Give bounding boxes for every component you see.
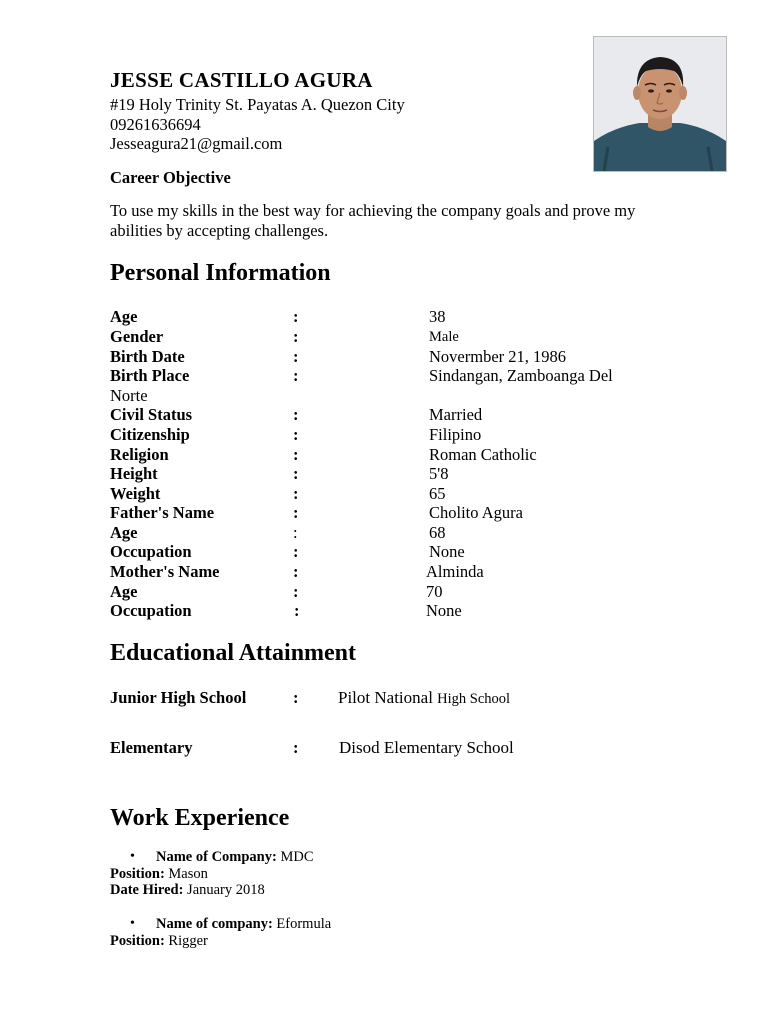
info-separator: : — [293, 347, 299, 366]
info-separator: : — [293, 425, 299, 444]
info-separator: : — [293, 484, 299, 503]
info-label: Occupation — [110, 542, 192, 561]
info-separator: : — [293, 464, 299, 483]
info-separator: : — [294, 601, 300, 620]
info-value: None — [429, 542, 465, 561]
bullet-icon: • — [130, 849, 135, 864]
work-position-line: Position: Mason — [110, 866, 208, 882]
info-row-civil-status — [110, 405, 670, 425]
info-label: Father's Name — [110, 503, 215, 522]
info-value: Male — [429, 329, 459, 345]
info-label: Height — [110, 464, 158, 483]
info-row-height — [110, 464, 670, 484]
info-row-father-age — [110, 523, 670, 543]
info-value: None — [426, 601, 462, 620]
info-separator: : — [293, 327, 299, 346]
info-row-gender — [110, 327, 670, 347]
info-label: Birth Place — [110, 366, 190, 385]
info-row-fathers-name — [110, 503, 670, 523]
info-value: 38 — [429, 307, 446, 326]
info-label: Occupation — [110, 601, 192, 620]
info-value: Alminda — [426, 562, 484, 581]
personal-info-heading: Personal Information — [110, 260, 331, 286]
info-value: 68 — [429, 523, 446, 542]
work-company-line: Name of company: Eformula — [156, 916, 332, 932]
info-value: Married — [429, 405, 483, 424]
info-row-birth-date — [110, 347, 670, 367]
info-value: 65 — [429, 484, 446, 503]
info-label: Age — [110, 582, 138, 601]
info-value: Novermber 21, 1986 — [429, 347, 567, 366]
info-separator: : — [293, 307, 299, 326]
info-separator: : — [293, 523, 298, 542]
info-label: Birth Date — [110, 347, 185, 366]
education-label: Junior High School — [110, 688, 247, 707]
education-label: Elementary — [110, 738, 193, 757]
work-date-hired-line: Date Hired: January 2018 — [110, 882, 265, 898]
birth-place-continuation: Norte — [110, 386, 148, 405]
info-row-mother-age — [110, 582, 670, 602]
info-row-father-occupation — [110, 542, 670, 562]
info-label: Citizenship — [110, 425, 190, 444]
info-label: Civil Status — [110, 405, 193, 424]
email-address: Jesseagura21@gmail.com — [110, 134, 283, 153]
education-school: Pilot National High School — [338, 688, 511, 707]
work-experience-heading: Work Experience — [110, 805, 290, 831]
info-row-age — [110, 307, 670, 327]
education-school: Disod Elementary School — [339, 738, 514, 757]
info-separator: : — [293, 366, 299, 385]
info-label: Weight — [110, 484, 161, 503]
work-company-line: Name of Company: MDC — [156, 849, 314, 865]
info-row-religion — [110, 445, 670, 465]
info-label: Religion — [110, 445, 169, 464]
education-row-elementary — [110, 738, 670, 760]
education-heading: Educational Attainment — [110, 640, 357, 666]
info-value: 70 — [426, 582, 443, 601]
info-separator: : — [293, 562, 299, 581]
info-separator: : — [293, 445, 299, 464]
info-value: Cholito Agura — [429, 503, 523, 522]
info-value: Sindangan, Zamboanga Del — [429, 366, 613, 385]
address: #19 Holy Trinity St. Payatas A. Quezon City — [110, 95, 405, 114]
info-row-weight — [110, 484, 670, 504]
work-position-line: Position: Rigger — [110, 933, 208, 949]
career-objective-text: To use my skills in the best way for achieving the company goals and prove my abilities by accepting challenges. — [110, 201, 636, 240]
profile-photo — [593, 36, 727, 172]
education-separator: : — [293, 688, 299, 707]
info-label: Age — [110, 307, 138, 326]
person-portrait-image — [594, 37, 726, 171]
info-label: Age — [110, 523, 138, 542]
applicant-name: JESSE CASTILLO AGURA — [110, 68, 373, 92]
info-value: Roman Catholic — [429, 445, 537, 464]
info-row-citizenship — [110, 425, 670, 445]
info-separator: : — [293, 542, 299, 561]
phone-number: 09261636694 — [110, 115, 201, 134]
education-separator: : — [293, 738, 299, 757]
info-value: Filipino — [429, 425, 482, 444]
info-row-mother-occupation — [110, 601, 670, 621]
career-objective-heading: Career Objective — [110, 168, 231, 187]
info-separator: : — [293, 582, 299, 601]
info-label: Mother's Name — [110, 562, 220, 581]
info-separator: : — [293, 405, 299, 424]
info-row-mothers-name — [110, 562, 670, 582]
info-label: Gender — [110, 327, 164, 346]
info-row-birth-place — [110, 366, 670, 386]
info-value: 5'8 — [429, 464, 449, 483]
bullet-icon: • — [130, 916, 135, 931]
info-separator: : — [293, 503, 299, 522]
education-row-junior-high — [110, 688, 670, 710]
